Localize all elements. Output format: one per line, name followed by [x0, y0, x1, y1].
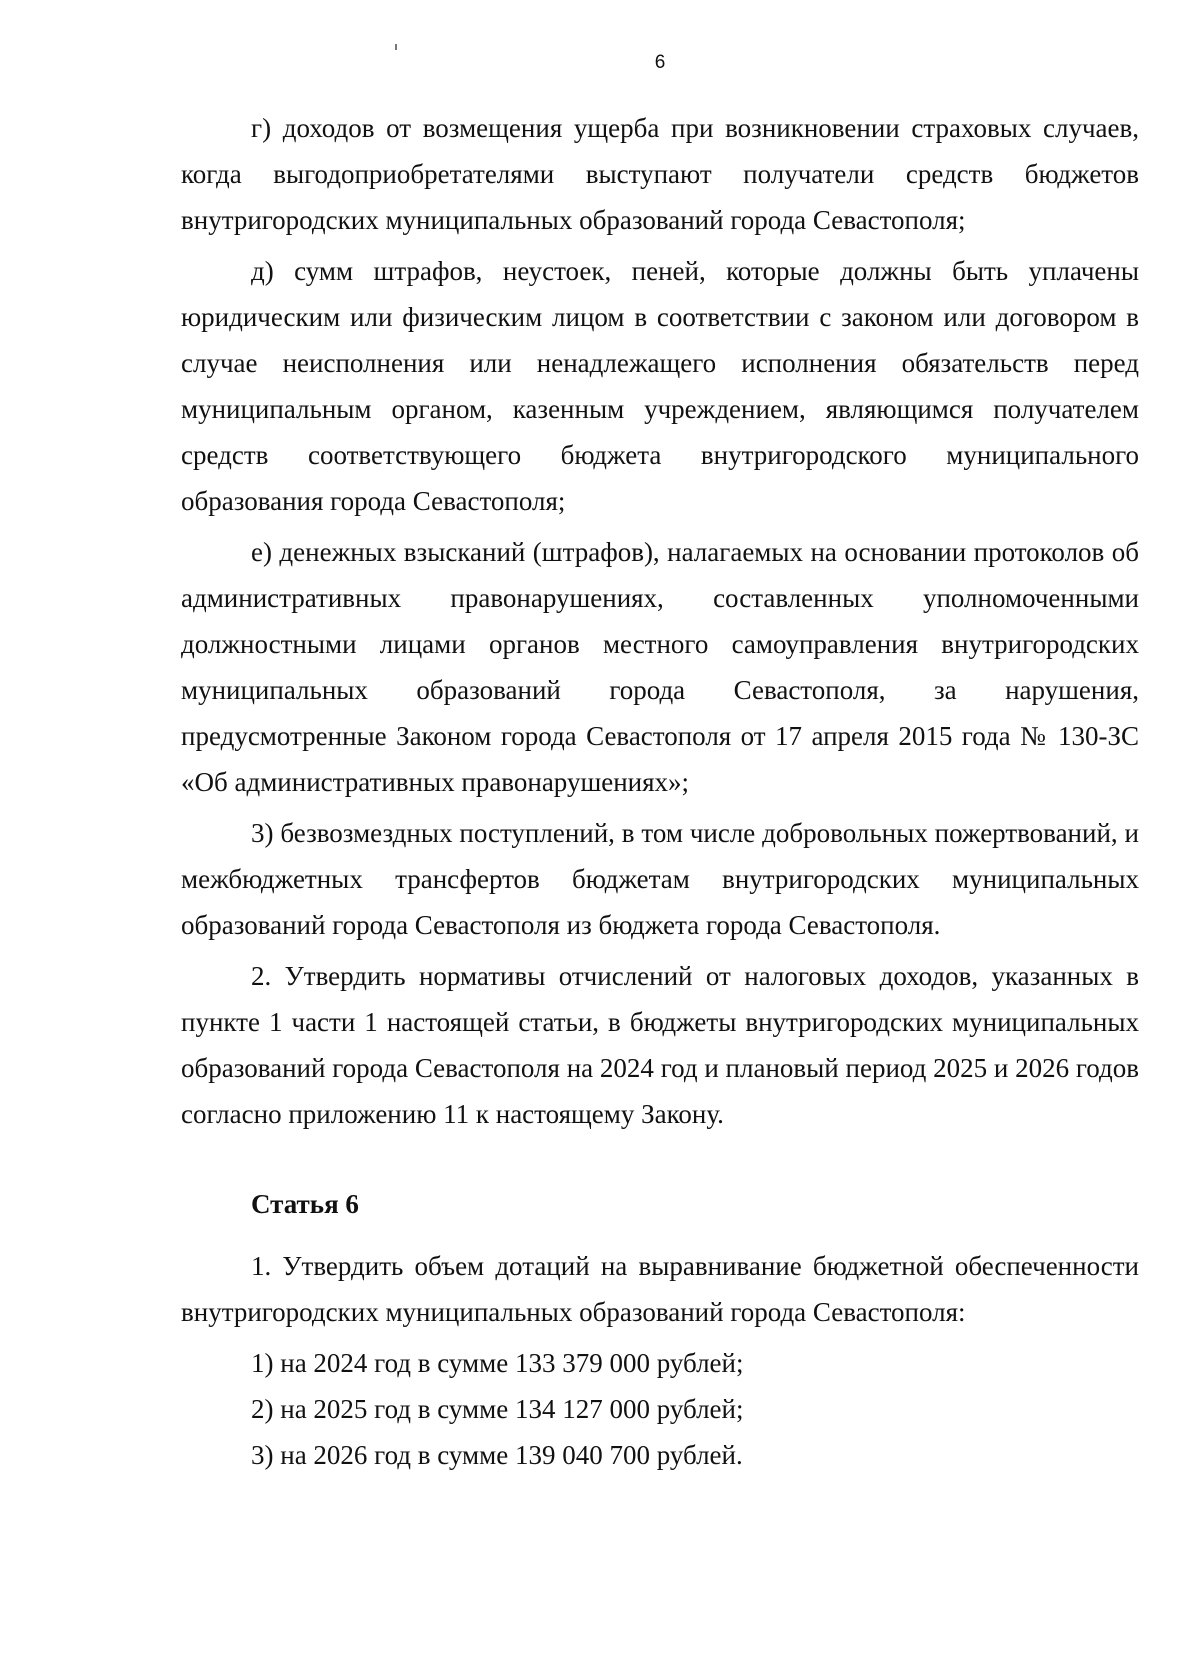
list-item: 1) на 2024 год в сумме 133 379 000 рублей; [251, 1348, 744, 1378]
paragraph-d: д) сумм штрафов, неустоек, пеней, которые должны быть уплачены юридическим или физическим лицом в соответствии с законом или договором в случае неисполнения или ненадлежащего исполнения обязательств перед муниципальным органом, казенным учреждением, являющимся получателем средств соответствующего бюджета внутригородского муниципального образования города Севастополя; [181, 256, 1139, 516]
paragraph-3: 3) безвозмездных поступлений, в том числе добровольных пожертвований, и межбюджетных трансфертов бюджетам внутригородских муниципальных образований города Севастополя из бюджета города Севастополя. [181, 818, 1139, 940]
document-body [181, 105, 1139, 1478]
list-item: 3) на 2026 год в сумме 139 040 700 рублей. [251, 1440, 743, 1470]
paragraph-g: г) доходов от возмещения ущерба при возникновении страховых случаев, когда выгодоприобретателями выступают получатели средств бюджетов внутригородских муниципальных образований города Севастополя; [181, 113, 1139, 235]
scan-mark [395, 44, 397, 50]
paragraph-e: е) денежных взысканий (штрафов), налагаемых на основании протоколов об административных правонарушениях, составленных уполномоченными должностными лицами органов местного самоуправления внутригородских муниципальных образований города Севастополя, за нарушения, предусмотренные Законом города Севастополя от 17 апреля 2015 года № 130-ЗС «Об административных правонарушениях»; [181, 537, 1139, 797]
article-heading: Статья 6 [251, 1189, 359, 1219]
paragraph-part-2: 2. Утвердить нормативы отчислений от налоговых доходов, указанных в пункте 1 части 1 настоящей статьи, в бюджеты внутригородских муниципальных образований города Севастополя на 2024 год и плановый период 2025 и 2026 годов согласно приложению 11 к настоящему Закону. [181, 961, 1139, 1129]
list-item: 2) на 2025 год в сумме 134 127 000 рублей; [251, 1394, 744, 1424]
article-intro: 1. Утвердить объем дотаций на выравнивание бюджетной обеспеченности внутригородских муниципальных образований города Севастополя: [181, 1251, 1139, 1327]
page-number: 6 [654, 52, 666, 73]
